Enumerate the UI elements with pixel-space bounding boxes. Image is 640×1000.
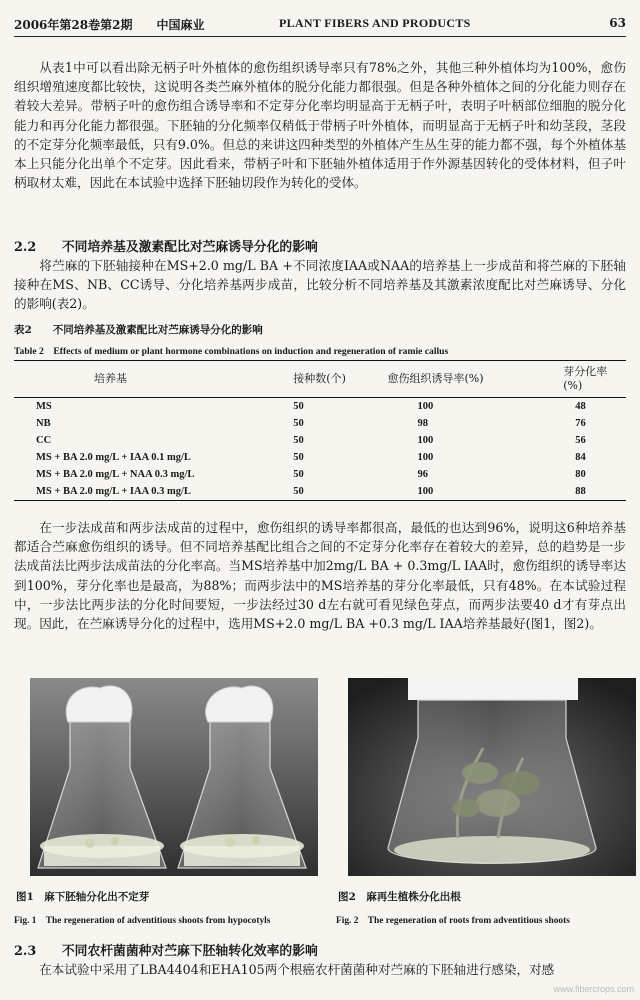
cell-callus-rate: 100 [417, 486, 434, 497]
col-header-medium: 培养基 [14, 361, 291, 398]
running-header [14, 14, 626, 37]
cell-callus-rate: 100 [417, 401, 434, 412]
cell-medium: MS [36, 401, 52, 412]
cell-shoot-rate: 84 [575, 452, 586, 463]
figure-2-photo [348, 678, 636, 876]
table-2 [14, 360, 626, 501]
table-row [14, 415, 626, 432]
cell-inoculated: 50 [293, 486, 304, 497]
figure-1-caption-cn: 图1 麻下胚轴分化出不定芽 [16, 891, 150, 903]
figure-2-caption-cn: 图2 麻再生植株分化出根 [338, 891, 461, 903]
table-caption-en: Table 2 Effects of medium or plant hormone combinations on induction and regeneration of ramie callus [14, 346, 449, 357]
cell-medium: MS + BA 2.0 mg/L + NAA 0.3 mg/L [36, 469, 195, 480]
col-header-callus-rate: 愈伤组织诱导率(%) [368, 361, 536, 398]
paragraph-3: 在一步法成苗和两步法成苗的过程中，愈伤组织的诱导率都很高，最低的也达到96%，说明这6种培养基都适合苎麻愈伤组织的诱导。但不同培养基配比组合之间的不定芽分化率存在着较大的差异，总的趋势是一步法成苗法比两步法成苗法的分化率高。当MS培养基中加2mg/L BA + 0.3mg/L IAA时，愈伤组织的诱导率达到100%，芽分化率也是最高，为88%；而两步法中的MS培养基的芽分化率最低，只有48%。在本试验过程中，一步法比两步法的分化时间要短，一步法经过30 d左右就可看见绿色芽点，而两步法要40 d才有芽点出现。因此，在苎麻诱导分化的过程中，选用MS+2.0 mg/L BA +0.3 mg/L IAA培养基最好(图1，图2)。 [14, 520, 626, 632]
page-number: 63 [609, 16, 626, 30]
table-row [14, 449, 626, 466]
cell-shoot-rate: 48 [575, 401, 586, 412]
cell-inoculated: 50 [293, 401, 304, 412]
cell-callus-rate: 98 [417, 418, 428, 429]
col-header-inoculated: 接种数(个) [291, 361, 367, 398]
paragraph-1: 从表1中可以看出除无柄子叶外植体的愈伤组织诱导率只有78%之外，其他三种外植体均为100%，愈伤组织增殖速度都比较快，这说明各类苎麻外植体的脱分化能力都很强。但是各种外植体之间的分化能力则存在着较大差异。带柄子叶的愈伤组合诱导率和不定芽分化率均明显高于无柄子叶，表明子叶柄部位细胞的脱分化能力和再分化能力都很强。下胚轴的分化频率仅稍低于带柄子叶外植体，而明显高于无柄子叶和幼茎段，茎段的不定芽分化频率最低，只有9.0%。但总的来讲这四种类型的外植体产生丛生芽的能力都不强，每个外植体基本上只能分化出单个不定芽。因此看来，带柄子叶和下胚轴外植体适用于作外源基因转化的受体材料，但子叶柄取材太难，因此在本试验中选择下胚轴切段作为转化的受体。 [14, 60, 626, 191]
cell-inoculated: 50 [293, 452, 304, 463]
cell-shoot-rate: 80 [575, 469, 586, 480]
watermark: www.fibercrops.com [553, 984, 634, 994]
cell-medium: NB [36, 418, 51, 429]
figure-1-photo [30, 678, 318, 876]
header-journal: PLANT FIBERS AND PRODUCTS [279, 16, 471, 30]
cell-callus-rate: 100 [417, 452, 434, 463]
cell-medium: MS + BA 2.0 mg/L + IAA 0.1 mg/L [36, 452, 191, 463]
cell-shoot-rate: 56 [575, 435, 586, 446]
table-row [14, 483, 626, 501]
cell-inoculated: 50 [293, 469, 304, 480]
section-heading-2-2: 2.2 不同培养基及激素配比对苎麻诱导分化的影响 [14, 240, 318, 255]
paragraph-4: 在本试验中采用了LBA4404和EHA105两个根癌农杆菌菌种对苎麻的下胚轴进行感染，对感 [39, 962, 555, 977]
cell-inoculated: 50 [293, 418, 304, 429]
cell-medium: MS + BA 2.0 mg/L + IAA 0.3 mg/L [36, 486, 191, 497]
cell-shoot-rate: 76 [575, 418, 586, 429]
table-header-row [14, 361, 626, 398]
figure-2-caption-en: Fig. 2 The regeneration of roots from adventitious shoots [336, 916, 570, 926]
cell-callus-rate: 100 [417, 435, 434, 446]
paragraph-2: 将苎麻的下胚轴接种在MS+2.0 mg/L BA +不同浓度IAA或NAA的培养基上一步成苗和将苎麻的下胚轴接种在MS、NB、CC诱导、分化培养基两步成苗，比较分析不同培养基及其激素浓度配比对苎麻诱导、分化的影响(表2)。 [14, 258, 626, 312]
header-issue: 2006年第28卷第2期 中国麻业 [14, 18, 205, 32]
cell-inoculated: 50 [293, 435, 304, 446]
cell-shoot-rate: 88 [575, 486, 586, 497]
col-header-shoot-rate: 芽分化率(%) [535, 361, 626, 398]
table-row [14, 432, 626, 449]
table-row [14, 398, 626, 416]
cell-callus-rate: 96 [417, 469, 428, 480]
table-row [14, 466, 626, 483]
figure-1-caption-en: Fig. 1 The regeneration of adventitious shoots from hypocotyls [14, 916, 271, 926]
table-caption-cn: 表2 不同培养基及激素配比对苎麻诱导分化的影响 [14, 324, 263, 336]
section-heading-2-3: 2.3 不同农杆菌菌种对苎麻下胚轴转化效率的影响 [14, 944, 318, 959]
cell-medium: CC [36, 435, 52, 446]
